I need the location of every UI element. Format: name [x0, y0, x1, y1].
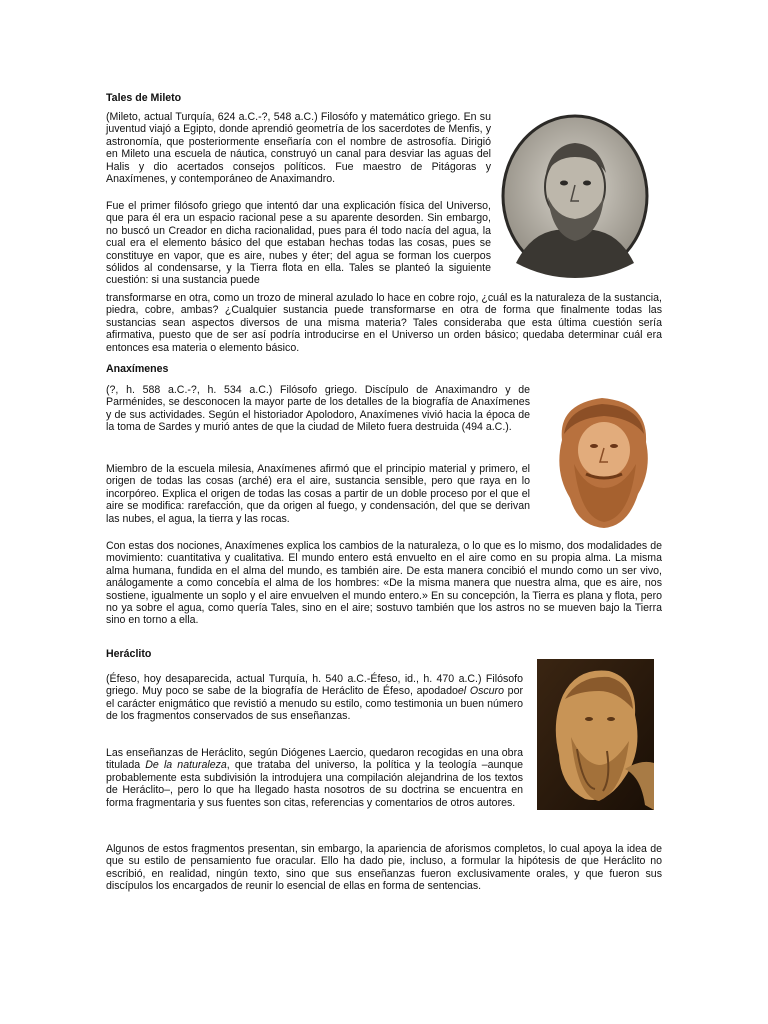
- tales-paragraph-3: transformarse en otra, como un trozo de mineral azulado lo hace en cobre rojo, ¿cuál es la naturaleza de la sustancia, piedra, cobre, ambas? ¿Cualquier sustancia puede transformarse en otra de forma que finalmente todas las sustancias sean aspectos diversos de una misma materia? Tales consideraba que esta última cuestión sería afirmativa, puesto que de ser así podría introducirse en el Universo un orden básico; quedaba determinar cuál era entonces esa materia o elemento básico.: [106, 292, 662, 354]
- anaximenes-paragraph-2: Miembro de la escuela milesia, Anaxímenes afirmó que el principio material y primero, el origen de todas las cosas (arché) era el aire, sustancia sensible, pero que raya en lo incorpóreo. Explica el origen de todas las cosas a partir de un doble proceso por el que el aire se modifica: rarefacción, que da origen al fuego, y condensación, del que se derivan las nubes, el agua, la tierra y las rocas.: [106, 463, 530, 525]
- heraclito-p2-text-b: , que trataba del universo, la política y la teología –aunque probablemente esta subdivisión la introdujera una compilación alejandrina de los textos de Heráclito–, pero lo que ha llegado hasta nosotros de su doctrina se encuentra en forma fragmentaria y sus fuentes son citas, referencias y comentarios de otros autores.: [106, 759, 523, 809]
- tales-paragraph-1: (Mileto, actual Turquía, 624 a.C.-?, 548 a.C.) Filosófo y matemático griego. En su juventud viajó a Egipto, donde aprendió geometría de los sacerdotes de Menfis, y astronomía, que posteriormente enseñaría con el nombre de astrosofía. Dirigió en Mileto una escuela de náutica, construyó un canal para desviar las aguas del Halis y dio acertados consejos políticos. Fue maestro de Pitágoras y Anaxímenes, y contemporáneo de Anaximandro.: [106, 111, 491, 186]
- heraclito-sculpture: [537, 659, 654, 810]
- anaximenes-paragraph-3: Con estas dos nociones, Anaxímenes explica los cambios de la naturaleza, o lo que es lo mismo, dos modalidades de movimiento: cuantitativa y cualitativa. El mundo entero está envuelto en el aire como en su propia alma. La misma alma humana, fundida en el alma del mundo, es también aire. De esta manera concibió el mundo como un ser vivo, análogamente a como concebía el alma de los hombres: «De la misma manera que nuestra alma, que es aire, nos sostiene, igualmente un soplo y el aire envuelven el mundo entero.» En su concepción, la Tierra es plana y flota, pero no ya sobre el agua, como quería Tales, sino en el aire; sostuvo también que los astros no se mueven bajo la Tierra sino en torno a ella.: [106, 540, 662, 627]
- heraclito-p2-work-title: De la naturaleza: [145, 759, 227, 772]
- heading-heraclito: Heráclito: [106, 648, 152, 660]
- heraclito-p1-text-a: (Éfeso, hoy desaparecida, actual Turquía, h. 540 a.C.-Éfeso, id., h. 470 a.C.) Filósofo griego. Muy poco se sabe de la biografía de Heráclito de Éfeso, apodado: [106, 673, 523, 698]
- heading-anaximenes: Anaxímenes: [106, 363, 169, 375]
- tales-paragraph-2: Fue el primer filósofo griego que intentó dar una explicación física del Universo, que para él era un espacio racional pese a su aparente desorden. Sin embargo, no buscó un Creador en dicha racionalidad, pues para él todo nacía del agua, la cual era el elemento básico del que estaban hechas todas las cosas, pues se constituye en vapor, que es aire, nubes y éter; del agua se forman los cuerpos sólidos al condensarse, y la Tierra flota en ella. Tales se planteó la siguiente cuestión: si una sustancia puede: [106, 200, 491, 287]
- tales-portrait: [496, 113, 654, 280]
- heraclito-p1-text-b: por el carácter enigmático que revistió a menudo su estilo, como testimonia un buen número de los fragmentos conservados de sus enseñanzas.: [106, 685, 523, 723]
- heraclito-p1-nickname: el Oscuro: [457, 685, 504, 698]
- heraclito-paragraph-2: [106, 747, 523, 809]
- heading-tales: Tales de Mileto: [106, 92, 182, 104]
- anaximenes-bust: [552, 390, 655, 531]
- heraclito-paragraph-1: [106, 673, 523, 723]
- heraclito-p2-text-a: Las enseñanzas de Heráclito, según Diógenes Laercio, quedaron recogidas en una obra titulada: [106, 747, 523, 772]
- heraclito-paragraph-3: Algunos de estos fragmentos presentan, sin embargo, la apariencia de aforismos completos, lo cual apoya la idea de que su estilo de pensamiento fue oracular. Ello ha dado pie, incluso, a formular la hipótesis de que Heráclito no escribió, en realidad, ningún texto, sino que sus enseñanzas fueron exclusivamente orales, y que fueron sus discípulos los encargados de reunir lo esencial de ellas en forma de sentencias.: [106, 843, 662, 893]
- anaximenes-paragraph-1: (?, h. 588 a.C.-?, h. 534 a.C.) Filósofo griego. Discípulo de Anaximandro y de Parménides, se desconocen la mayor parte de los detalles de la biografía de Anaxímenes y de sus actividades. Según el historiador Apolodoro, Anaxímenes vivió hacia la época de la toma de Sardes y murió antes de que la ciudad de Mileto fuera destruida (494 a.C.).: [106, 384, 530, 434]
